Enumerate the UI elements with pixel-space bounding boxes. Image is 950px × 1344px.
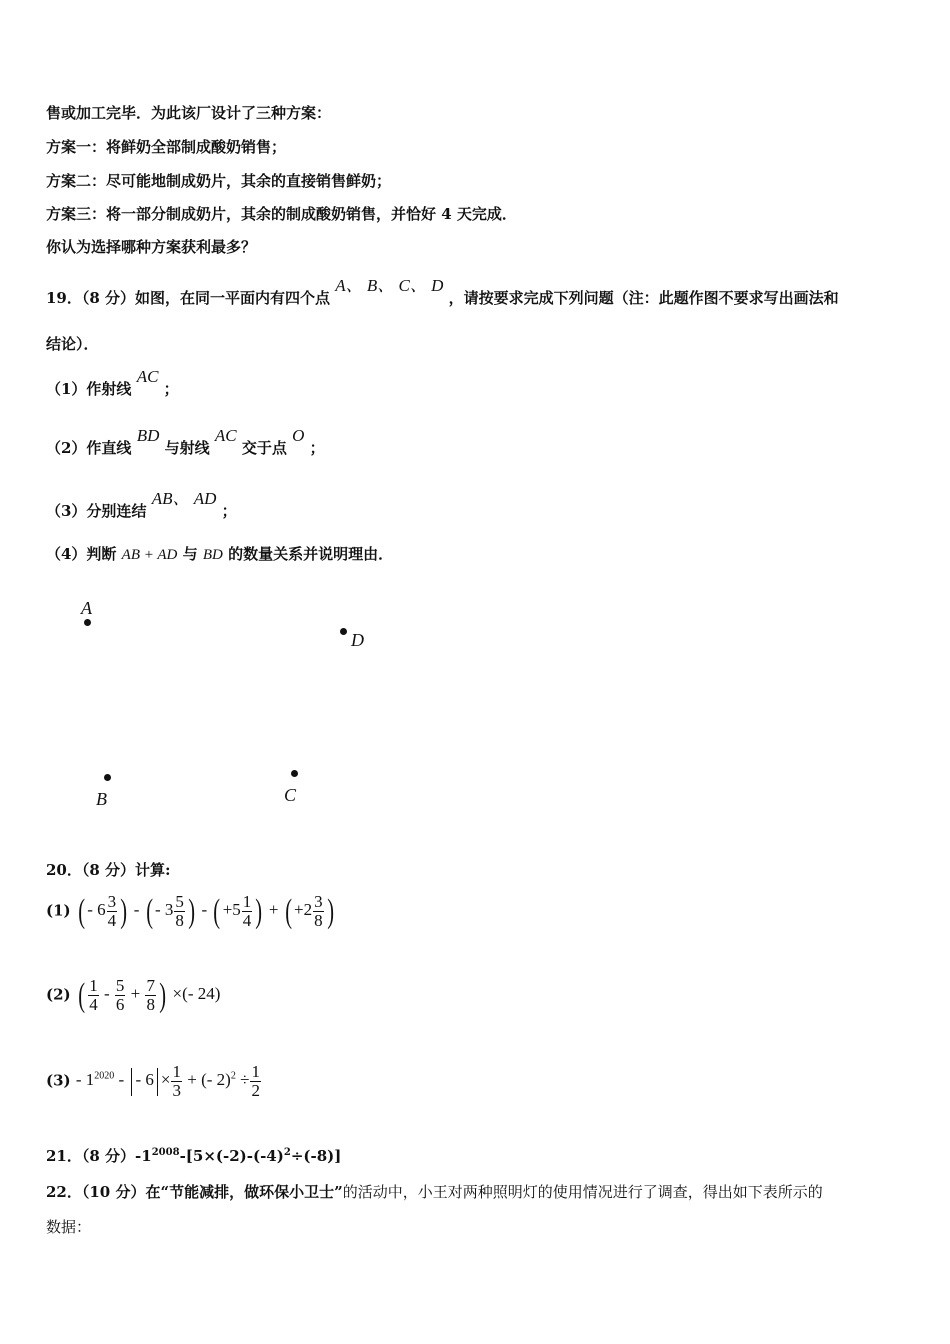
q19-p1-math: AC (136, 367, 159, 386)
plan-two: 方案二：尽可能地制成奶片，其余的直接销售鲜奶； (46, 172, 392, 190)
q19-points-math: A、 B、 C、 D (335, 276, 444, 295)
point-a (84, 619, 91, 626)
q19-part-2 (46, 426, 325, 458)
q21-b: -[5×(-2)-(-4) (179, 1147, 284, 1165)
q20-expr-1: (1) ( - 6 $\frac{3}{4}$ ) - ( - 3 $\frac{5}{8}$ ) - ( +5 $\frac{1}{4}$ ) + ( +2 $\frac{3}{8}$ ) (46, 892, 334, 930)
e2-factor: - 24 (187, 984, 215, 1004)
q19-p2-math-ac: AC (214, 426, 237, 445)
q21 (46, 1145, 341, 1166)
e3-rparen: ) (225, 1070, 231, 1090)
e1-op-3: + (268, 900, 279, 920)
point-c (291, 770, 298, 777)
q21-head: 21．（8 分） (46, 1147, 136, 1165)
e2-frac-2: $\frac{5}{6}$ (115, 976, 125, 1014)
e3-neg-one: - 1 (75, 1070, 95, 1090)
e2-label: (2) (46, 985, 71, 1004)
e1-lparen-1: ( (78, 892, 85, 930)
e2-op-2: + (130, 984, 141, 1004)
q22 (46, 1181, 823, 1202)
intro-question: 你认为选择哪种方案获利最多？ (46, 238, 257, 256)
q19-p3-text: （3）分别连结 (46, 502, 147, 520)
q19-part-4 (46, 543, 393, 564)
e2-frac-3: $\frac{7}{8}$ (146, 976, 155, 1014)
e1-label: (1) (46, 901, 71, 920)
plan-one: 方案一：将鲜奶全部制成酸奶销售； (46, 138, 287, 156)
q19-tail-text: ，请按要求完成下列问题（注：此题作图不要求写出画法和 (448, 289, 839, 307)
q22-head: 22．（10 分）在“节能减排，做环保小卫士” (46, 1183, 343, 1201)
e1-op-2: - (201, 900, 208, 920)
point-d (340, 628, 347, 635)
e3-op-1: - (118, 1070, 125, 1090)
e2-frac-1: $\frac{1}{4}$ (89, 976, 98, 1014)
e1-t1-whole: - 6 (87, 900, 106, 920)
e1-t3-frac: $\frac{1}{4}$ (242, 892, 252, 930)
q19-p4-math-sum: AB + AD (121, 547, 178, 563)
q19-part-3 (46, 489, 237, 521)
point-d-label: D (351, 630, 364, 650)
e3-abs: - 6 (135, 1070, 154, 1090)
q20-expr-2: (2) ( $\frac{1}{4}$ - $\frac{5}{6}$ + $\frac{7}{8}$ ) ×(- 24) (46, 976, 221, 1014)
q20-heading: 20．（8 分）计算: (46, 861, 171, 879)
q19-p3-math: AB、 AD (151, 489, 217, 508)
e3-times: × (160, 1070, 171, 1090)
q19-p3-end: ； (221, 502, 237, 520)
q21-a: -1 (135, 1147, 152, 1165)
q19-p4-text-a: （4）判断 (46, 545, 117, 563)
intro-line-1: 售或加工完毕．为此该厂设计了三种方案： (46, 104, 332, 122)
q19-head-text: 19．（8 分）如图，在同一平面内有四个点 (46, 289, 331, 307)
q19-continuation: 结论）． (46, 335, 99, 353)
q19-p1-end: ； (163, 380, 179, 398)
e1-rparen-1: ) (120, 892, 128, 930)
e2-lparen: ( (182, 984, 188, 1004)
q22-continuation: 数据： (46, 1218, 92, 1236)
e2-rparen: ) (214, 984, 221, 1004)
q19-p2-math-bd: BD (136, 426, 160, 445)
e1-t2-whole: - 3 (154, 900, 174, 920)
q21-exp-1: 2008 (151, 1147, 180, 1158)
e3-div: ÷ (240, 1070, 250, 1090)
e3-lparen: ( (201, 1070, 207, 1090)
q21-exp-2: 2 (283, 1147, 291, 1158)
e3-frac-1: $\frac{1}{3}$ (172, 1062, 181, 1100)
e1-t3-whole: +5 (222, 900, 241, 920)
q19-p2-text-c: 交于点 (241, 439, 287, 457)
q21-c: ÷(-8)] (290, 1147, 342, 1165)
e1-t2-frac: $\frac{5}{8}$ (175, 892, 184, 930)
point-b (104, 774, 111, 781)
e1-t4-whole: +2 (294, 900, 313, 920)
q19-p2-math-o: O (292, 426, 305, 445)
point-c-label: C (284, 785, 297, 805)
q19-p4-text-c: 的数量关系并说明理由． (228, 545, 394, 563)
e3-op-2: + (187, 1070, 197, 1090)
e1-t4-frac: $\frac{3}{8}$ (314, 892, 323, 930)
q20-expr-3 (46, 1063, 262, 1100)
e3-frac-2: $\frac{1}{2}$ (251, 1062, 260, 1100)
e3-label: (3) (46, 1071, 71, 1090)
e3-pow-base: - 2 (206, 1070, 226, 1090)
e1-t1-frac: $\frac{3}{4}$ (107, 892, 117, 930)
e3-pow-exp: 2 (230, 1070, 236, 1082)
q19-p2-end: ； (309, 439, 325, 457)
q19-p2-text-b: 与射线 (164, 439, 210, 457)
e2-op-1: - (103, 984, 110, 1004)
q19-part-1 (46, 367, 179, 399)
q22-tail: 的活动中，小王对两种照明灯的使用情况进行了调查，得出如下表所示的 (342, 1183, 823, 1201)
e3-exp: 2020 (94, 1070, 115, 1082)
q19-p4-text-b: 与 (182, 545, 198, 563)
e1-op-1: - (133, 900, 140, 920)
q19-heading (46, 276, 839, 308)
q19-p2-text-a: （2）作直线 (46, 439, 132, 457)
plan-three: 方案三：将一部分制成奶片，其余的制成酸奶销售，并恰好 4 天完成． (46, 205, 517, 223)
point-b-label: B (96, 789, 107, 809)
point-a-label: A (81, 598, 92, 618)
q19-p4-math-bd: BD (202, 547, 223, 563)
q19-p1-text: （1）作射线 (46, 380, 132, 398)
e2-times: × (172, 984, 183, 1004)
